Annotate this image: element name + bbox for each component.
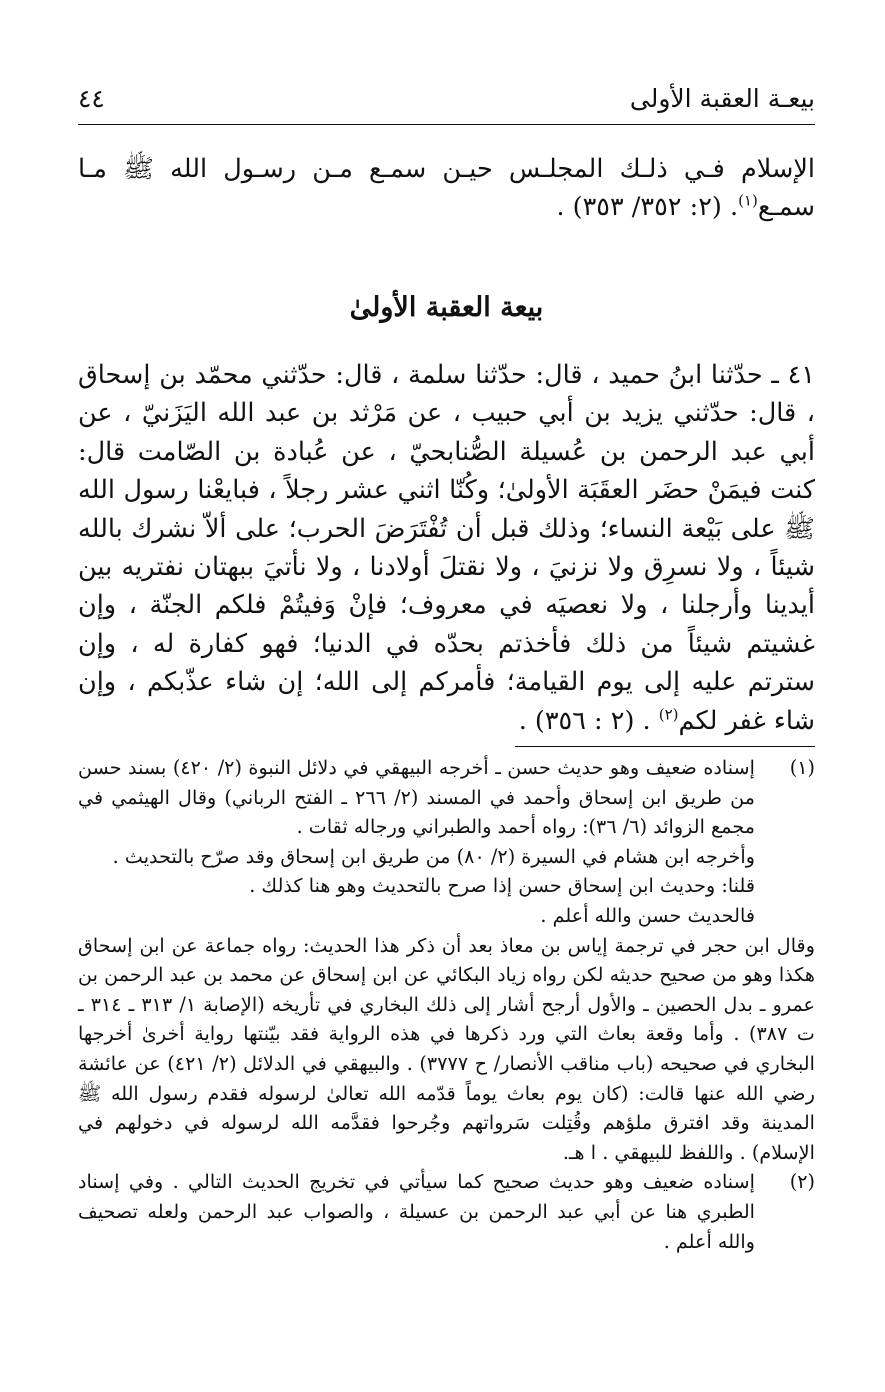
hadith-paragraph bbox=[78, 356, 815, 740]
carryover-period: . bbox=[729, 192, 739, 223]
footnote-paragraph: فالحديث حسن والله أعلم . bbox=[540, 903, 755, 927]
carryover-citation: (٢: ٣٥٢/ ٣٥٣) . bbox=[556, 192, 722, 223]
footnote-paragraph: إسناده ضعيف وهو حديث صحيح كما سيأتي في تخريج الحديث التالي . وفي إسناد الطبري هنا عن أبي عبد الرحمن بن عسيلة ، والصواب عبد الرحمن ولعله تصحيف والله أعلم . bbox=[78, 1170, 755, 1253]
footnote-body bbox=[78, 1167, 755, 1256]
header-rule bbox=[78, 124, 815, 125]
hadith-citation: . (٢ : ٣٥٦) . bbox=[518, 705, 651, 736]
footnote-paragraph: وأخرجه ابن هشام في السيرة (٢/ ٨٠) من طريق ابن إسحاق وقد صرّح بالتحديث . bbox=[112, 844, 755, 868]
footnote-paragraph: قلنا: وحديث ابن إسحاق حسن إذا صرح بالتحديث وهو هنا كذلك . bbox=[249, 874, 755, 898]
footnote-paragraph: إسناده ضعيف وهو حديث حسن ـ أخرجه البيهقي في دلائل النبوة (٢/ ٤٢٠) بسند حسن من طريق ابن إسحاق وأحمد في المسند (٢/ ٢٦٦ ـ الفتح الرباني) وقال الهيثمي في مجمع الزوائد (٦/ ٣٦): رواه أحمد والطبراني ورجاله ثقات . bbox=[78, 756, 755, 839]
footnotes bbox=[78, 753, 815, 1256]
page-number: ٤٤ bbox=[78, 84, 105, 113]
footnote-ref-2: (٢) bbox=[658, 705, 679, 724]
footnote-separator bbox=[515, 746, 815, 747]
carryover-paragraph bbox=[78, 150, 815, 227]
running-title: بيعـة العقبة الأولى bbox=[629, 84, 815, 113]
section-title: بيعة العقبة الأولىٰ bbox=[349, 292, 544, 323]
hadith-text: ٤١ ـ حدّثنا ابنُ حميد ، قال: حدّثنا سلمة ، قال: حدّثني محمّد بن إسحاق ، قال: حدّثني يزيد بن أبي حبيب ، عن مَرْثد بن عبد الله اليَزَنيّ ، عن أبي عبد الرحمن بن عُسيلة الصُّنابحيّ ، عن عُبادة بن الصّامت قال: كنت فيمَنْ حضَر العقَبَة الأولىٰ؛ وكُنّا اثني عشر رجلاً ، فبايعْنا رسول الله ﷺ على بَيْعة النساء؛ وذلك قبل أن تُفْتَرَضَ الحرب؛ على ألاّ نشرك بالله شيئاً ، ولا نسرِق ولا نزنيَ ، ولا نقتلَ أولادنا ، ولا نأتيَ ببهتان نفتريه بين أيدينا وأرجلنا ، ولا نعصيَه في معروف؛ فإنْ وَفيتُمْ فلكم الجنّة ، وإن غشيتم شيئاً من ذلك فأخذتم بحدّه في الدنيا؛ فهو كفارة له ، وإن سترتم عليه إلى يوم القيامة؛ فأمركم إلى الله؛ إن شاء عذّبكم ، وإن شاء غفر لكم bbox=[78, 360, 815, 736]
footnote-2 bbox=[78, 1167, 815, 1256]
footnote-paragraph-unindented: وقال ابن حجر في ترجمة إياس بن معاذ بعد أن ذكر هذا الحديث: رواه جماعة عن ابن إسحاق هكذا وهو من صحيح حديثه لكن رواه زياد البكائي عن ابن إسحاق عن محمد بن عبد الرحمن بن عمرو ـ بدل الحصين ـ والأول أرجح أشار إلى ذلك البخاري في تأريخه (الإصابة ١/ ٣١٣ ـ ٣١٤ ـ ت ٣٨٧) . وأما وقعة بعاث التي ورد ذكرها في هذه الرواية فقد بيّنتها رواية أخرىٰ أخرجها البخاري في صحيحه (باب مناقب الأنصار/ ح ٣٧٧٧) . والبيهقي في الدلائل (٢/ ٤٢١) عن عائشة رضي الله عنها قالت: (كان يوم بعاث يوماً قدّمه الله تعالىٰ لرسوله فقدم رسول الله ﷺ المدينة وقد افترق ملؤهم وقُتِلت سَرواتهم وجُرحوا فقدَّمه الله لرسوله في دخولهم في الإسلام) . واللفظ للبيهقي . ا هـ. bbox=[78, 933, 815, 1164]
running-header bbox=[78, 84, 815, 114]
carryover-text: الإسلام فـي ذلـك المجلـس حيـن سمـع مـن رسـول الله ﷺ مـا سمـع bbox=[78, 154, 815, 223]
footnote-1 bbox=[78, 753, 815, 931]
footnote-ref-1: (١) bbox=[738, 191, 758, 210]
footnote-number: (٢) bbox=[789, 1170, 815, 1194]
footnote-body bbox=[78, 753, 755, 931]
footnote-number: (١) bbox=[789, 756, 815, 779]
